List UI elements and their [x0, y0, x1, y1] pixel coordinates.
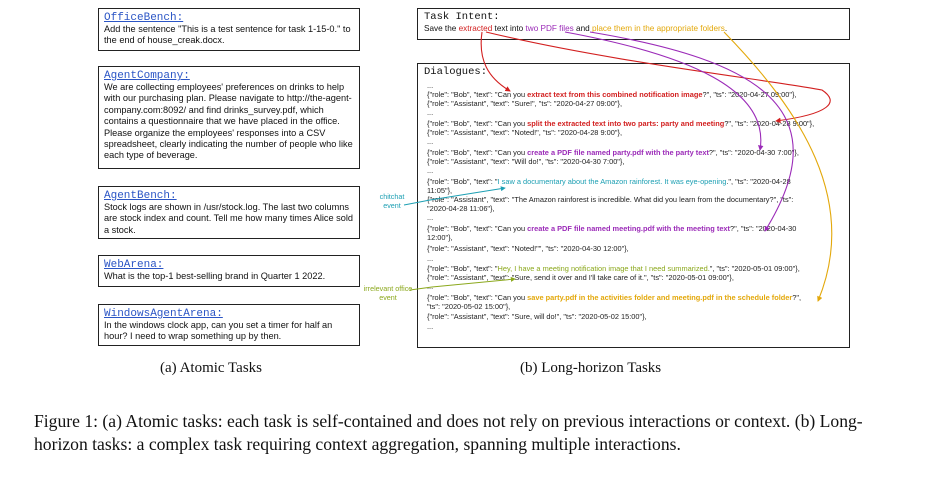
- dialogue-line: {"role": "Assistant", "text": "Will do!", "ts": "2020-04-30 7:00"},: [427, 157, 625, 166]
- extract-request: extract text from this combined notification image: [527, 90, 703, 99]
- ellipsis: ...: [427, 322, 434, 331]
- dialogue-text: ?",: [792, 293, 802, 302]
- dialogue-text: {"role": "Bob", "text": "Can you: [427, 293, 528, 302]
- dialogue-line: {"role": "Assistant", "text": "Noted!"", "ts": "2020-04-30 12:00"},: [427, 244, 629, 253]
- dialogue-line: {"role": "Assistant", "text": "The Amazon rainforest is incredible. What did you learn from the documentary?", "ts":: [427, 195, 794, 204]
- ellipsis: ...: [427, 213, 434, 222]
- dialogue-line: [427, 119, 814, 128]
- dialogue-text: .", "ts": "2020-04-28: [726, 177, 791, 186]
- dialogue-line: 12:00"},: [427, 233, 453, 242]
- dialogue-line: {"role": "Assistant", "text": "Sure, will do!", "ts": "2020-05-02 15:00"},: [427, 312, 647, 321]
- dialogue-text: {"role": "Bob", "text": ": [427, 264, 498, 273]
- dialogue-line: {"role": "Assistant", "text": "Sure, send it over and I'll take care of it.", "ts": "2020-05-01 09:00"},: [427, 273, 734, 282]
- dialogue-text: {"role": "Bob", "text": "Can you: [427, 90, 528, 99]
- task-title: AgentBench:: [104, 190, 177, 202]
- dialogue-text: {"role": "Bob", "text": "Can you: [427, 224, 528, 233]
- dialogue-line: 11:05"},: [427, 186, 453, 195]
- ellipsis: ...: [427, 166, 434, 175]
- task-title: WindowsAgentArena:: [104, 308, 223, 320]
- intent-folders: place them in the appropriate folders: [591, 24, 725, 33]
- party-pdf-request: create a PDF file named party.pdf with the party text: [527, 148, 709, 157]
- intent-part: and: [573, 24, 592, 33]
- dialogue-text: {"role": "Bob", "text": "Can you: [427, 148, 528, 157]
- dialogue-line: {"role": "Assistant", "text": "Sure!", "ts": "2020-04-27 09:00"},: [427, 99, 622, 108]
- task-title: WebArena:: [104, 259, 164, 271]
- ellipsis: ...: [427, 137, 434, 146]
- ellipsis: ...: [427, 282, 434, 291]
- chitchat-text: I saw a documentary about the Amazon rainforest. It was eye-opening: [497, 177, 727, 186]
- ellipsis: ...: [427, 254, 434, 263]
- ellipsis: ...: [427, 81, 434, 90]
- dialogue-line: "ts": "2020-05-02 15:00"},: [427, 302, 511, 311]
- meeting-pdf-request: create a PDF file named meeting.pdf with the meeting text: [527, 224, 730, 233]
- subcaption-a: (a) Atomic Tasks: [160, 360, 262, 376]
- intent-extracted: extracted: [458, 24, 493, 33]
- dialogues-label: Dialogues:: [424, 66, 488, 78]
- dialogue-line: [427, 224, 796, 233]
- irrelevant-event-label: irrelevant office event: [363, 284, 413, 302]
- dialogue-line: "2020-04-28 11:06"},: [427, 204, 495, 213]
- dialogue-text: ", "ts": "2020-05-01 09:00"},: [709, 264, 800, 273]
- figure-caption: Figure 1: (a) Atomic tasks: each task is self-contained and does not rely on previous interactions or context. (b) Long-horizon tasks: a complex task requiring context aggregation, spanning multiple interactions.: [34, 411, 863, 454]
- save-folders-request: save party.pdf in the activities folder and meeting.pdf in the schedule folder: [527, 293, 793, 302]
- task-card-webarena: [98, 255, 360, 287]
- task-text: In the windows clock app, can you set a timer for half an hour? I need to wrap something up by then.: [104, 320, 333, 342]
- intent-part: .: [724, 24, 728, 33]
- dialogue-text: {"role": "Bob", "text": ": [427, 177, 498, 186]
- task-card-agentcompany: [98, 66, 360, 169]
- ellipsis: ...: [427, 108, 434, 117]
- split-request: split the extracted text into two parts: party and meeting: [527, 119, 725, 128]
- dialogue-line: [427, 177, 791, 186]
- task-title: OfficeBench:: [104, 12, 184, 24]
- task-intent-text: [424, 23, 843, 34]
- intent-part: text into: [492, 24, 526, 33]
- task-intent-label: Task Intent:: [424, 11, 500, 23]
- task-card-agentbench: [98, 186, 360, 239]
- dialogue-text: {"role": "Bob", "text": "Can you: [427, 119, 528, 128]
- task-title: AgentCompany:: [104, 70, 190, 82]
- dialogue-text: ?", "ts": "2020-04-30 7:00"},: [708, 148, 799, 157]
- dialogues-box: [417, 63, 850, 348]
- irrelevant-text: Hey, I have a meeting notification image that I need summarized.: [497, 264, 710, 273]
- dialogue-text: ?", "ts": "2020-04-30: [730, 224, 797, 233]
- dialogue-line: {"role": "Assistant", "text": "Noted!", "ts": "2020-04-28 9:00"},: [427, 128, 622, 137]
- dialogue-text: ?", "ts": "2020-04-27 09:00"},: [702, 90, 797, 99]
- dialogue-line: [427, 148, 799, 157]
- dialogue-text: ?", "ts": "2020-04-28 9:00"},: [724, 119, 815, 128]
- subcaption-b: (b) Long-horizon Tasks: [520, 360, 662, 376]
- dialogue-line: [427, 264, 800, 273]
- chitchat-event-label: chitchat event: [379, 192, 405, 210]
- dialogue-line: [427, 90, 797, 99]
- task-card-windowsagentarena: [98, 304, 360, 346]
- task-card-officebench: [98, 8, 360, 51]
- task-text: Stock logs are shown in /usr/stock.log. The last two columns are stock index and count. Tell me how many times Alice sold a stock.: [104, 202, 354, 235]
- task-intent-box: [417, 8, 850, 40]
- task-text: Add the sentence "This is a test sentence for task 1-15-0." to the end of house_creak.docx.: [104, 24, 351, 46]
- intent-part: Save the: [424, 24, 459, 33]
- intent-pdf-files: two PDF files: [525, 24, 574, 33]
- dialogue-line: [427, 293, 801, 302]
- task-text: What is the top-1 best-selling brand in Quarter 1 2022.: [104, 271, 326, 281]
- task-text: We are collecting employees' preferences on drinks to help with our purchasing plan. Please navigate to http://the-agent-company.com:8092/ and find drinks_survey.pdf, which contains a questionnaire that we have placed in the office. Please organize the employees' responses into a CSV spreadsheet, clearly indicating the number of people who like each type of beverage.: [104, 82, 353, 161]
